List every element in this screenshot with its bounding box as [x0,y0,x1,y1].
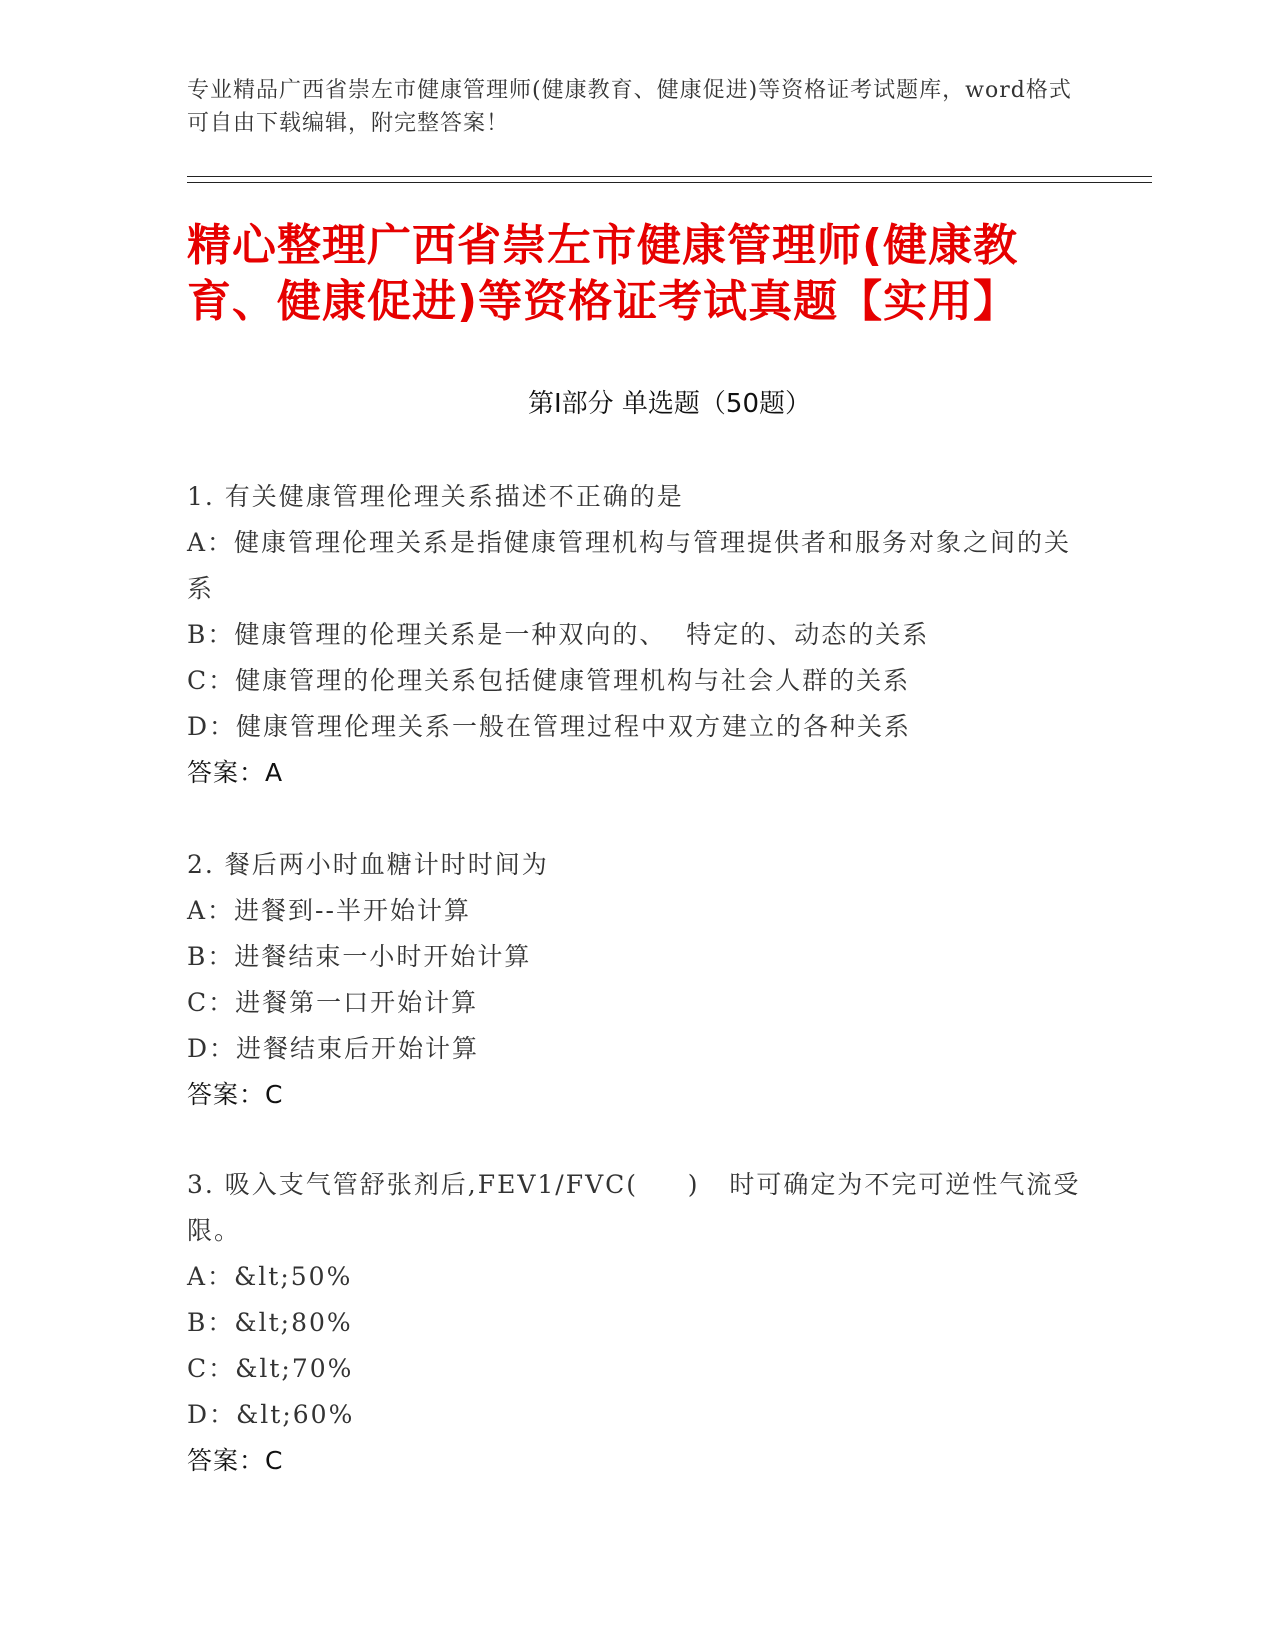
option-b: B：健康管理的伦理关系是一种双向的、 特定的、动态的关系 [187,620,930,649]
option-c: C：进餐第一口开始计算 [187,988,479,1017]
question-stem: 1. 有关健康管理伦理关系描述不正确的是 [187,482,684,511]
question-stem: 3. 吸入支气管舒张剂后,FEV1/FVC( ) 时可确定为不完可逆性气流受限。 [187,1170,1081,1245]
option-a: A：&lt;50% [187,1262,353,1291]
option-a: A：健康管理伦理关系是指健康管理机构与管理提供者和服务对象之间的关系 [187,528,1072,603]
answer-line: 答案：A [187,758,284,787]
question-stem: 2. 餐后两小时血糖计时时间为 [187,850,549,879]
option-b: B：进餐结束一小时开始计算 [187,942,532,971]
document-title: 精心整理广西省崇左市健康管理师(健康教育、健康促进)等资格证考试真题【实用】 [187,220,1019,327]
option-b: B：&lt;80% [187,1308,353,1337]
option-c: C：&lt;70% [187,1354,354,1383]
header-divider-bottom [187,182,1152,183]
section-title: 第Ⅰ部分 单选题（50题） [527,389,812,419]
question-3 [187,1162,1087,1484]
header-note: 专业精品广西省崇左市健康管理师(健康教育、健康促进)等资格证考试题库，word格式可自由下载编辑，附完整答案！ [187,78,1072,136]
header-divider-top [187,176,1152,177]
option-d: D：&lt;60% [187,1400,355,1429]
answer-line: 答案：C [187,1446,284,1475]
option-a: A：进餐到--半开始计算 [187,896,471,925]
option-d: D：健康管理伦理关系一般在管理过程中双方建立的各种关系 [187,712,912,741]
option-c: C：健康管理的伦理关系包括健康管理机构与社会人群的关系 [187,666,911,695]
question-1 [187,474,1087,796]
answer-line: 答案：C [187,1080,284,1109]
question-2 [187,842,1087,1118]
option-d: D：进餐结束后开始计算 [187,1034,480,1063]
